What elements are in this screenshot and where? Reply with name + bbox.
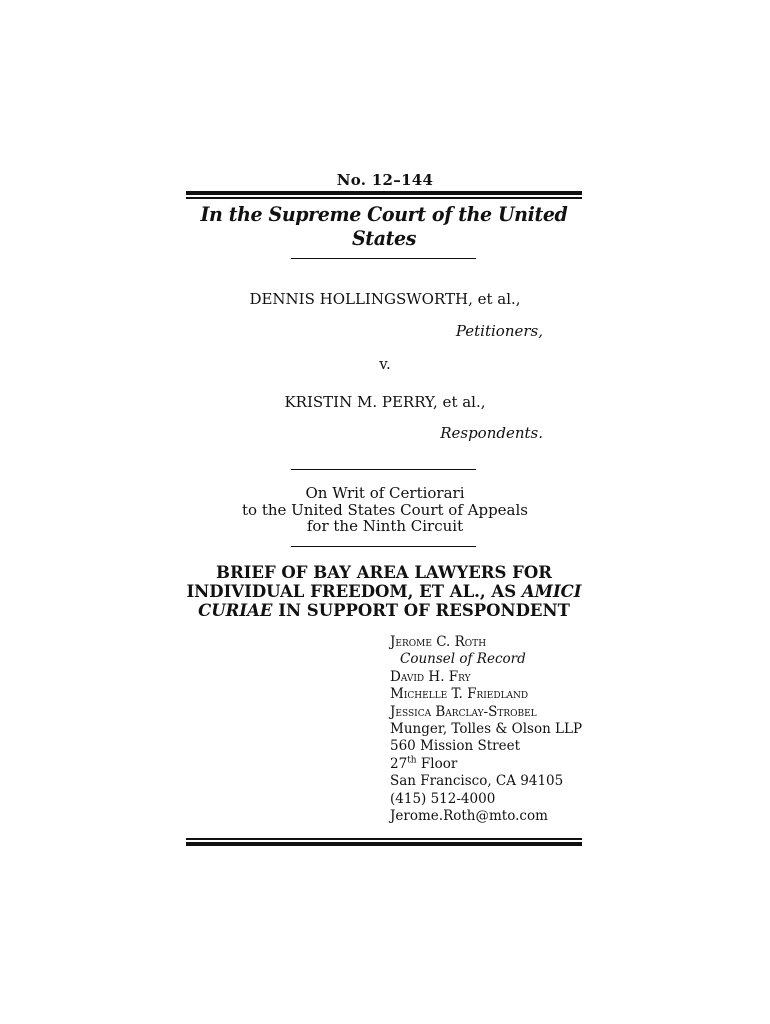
writ-line-2: to the United States Court of Appeals bbox=[242, 501, 528, 519]
counsel-block bbox=[390, 634, 690, 825]
address-street: 560 Mission Street bbox=[390, 738, 521, 755]
email-address: Jerome.Roth@mto.com bbox=[390, 808, 548, 825]
brief-title-line-2-prefix: INDIVIDUAL FREEDOM, ET AL., AS bbox=[186, 582, 522, 601]
phone-number: (415) 512-4000 bbox=[390, 790, 496, 807]
attorney-1: Jerome C. Roth bbox=[390, 634, 487, 650]
counsel-of-record: Counsel of Record bbox=[400, 651, 526, 668]
versus-label: v. bbox=[379, 355, 391, 373]
separator-rule-1 bbox=[291, 258, 476, 259]
separator-rule-3 bbox=[291, 546, 476, 547]
court-name: In the Supreme Court of the United States bbox=[200, 202, 568, 250]
petitioner-role: Petitioners, bbox=[455, 322, 543, 340]
writ-line-1: On Writ of Certiorari bbox=[305, 484, 465, 502]
address-city: San Francisco, CA 94105 bbox=[390, 773, 564, 790]
floor-suffix: th bbox=[407, 755, 417, 766]
brief-title-curiae: CURIAE bbox=[198, 601, 273, 620]
respondent-role: Respondents. bbox=[440, 424, 543, 442]
thin-rule bbox=[186, 197, 582, 199]
brief-title bbox=[186, 563, 582, 620]
thin-rule bbox=[186, 838, 582, 840]
brief-title-line-3 bbox=[186, 601, 582, 620]
brief-title-line-3-suffix: IN SUPPORT OF RESPONDENT bbox=[272, 601, 570, 620]
floor-number: 27 bbox=[390, 755, 408, 772]
docket-number: No. 12–144 bbox=[336, 171, 434, 189]
thick-rule bbox=[186, 191, 582, 195]
firm-name: Munger, Tolles & Olson LLP bbox=[390, 721, 583, 738]
brief-title-line-1: BRIEF OF BAY AREA LAWYERS FOR bbox=[216, 563, 552, 582]
attorney-2: David H. Fry bbox=[390, 668, 471, 685]
address-floor bbox=[390, 756, 690, 773]
attorney-3: Michelle T. Friedland bbox=[390, 686, 529, 703]
brief-title-amici: AMICI bbox=[521, 582, 582, 601]
top-double-rule bbox=[186, 191, 582, 199]
writ-line-3: for the Ninth Circuit bbox=[306, 517, 464, 535]
respondent-name: KRISTIN M. PERRY, et al., bbox=[284, 393, 486, 411]
separator-rule-2 bbox=[291, 469, 476, 470]
floor-word: Floor bbox=[416, 755, 458, 772]
bottom-double-rule bbox=[186, 838, 582, 846]
petitioner-name: DENNIS HOLLINGSWORTH, et al., bbox=[249, 290, 521, 308]
attorney-4: Jessica Barclay-Strobel bbox=[390, 703, 537, 720]
brief-title-line-2 bbox=[186, 582, 582, 601]
thick-rule bbox=[186, 842, 582, 846]
